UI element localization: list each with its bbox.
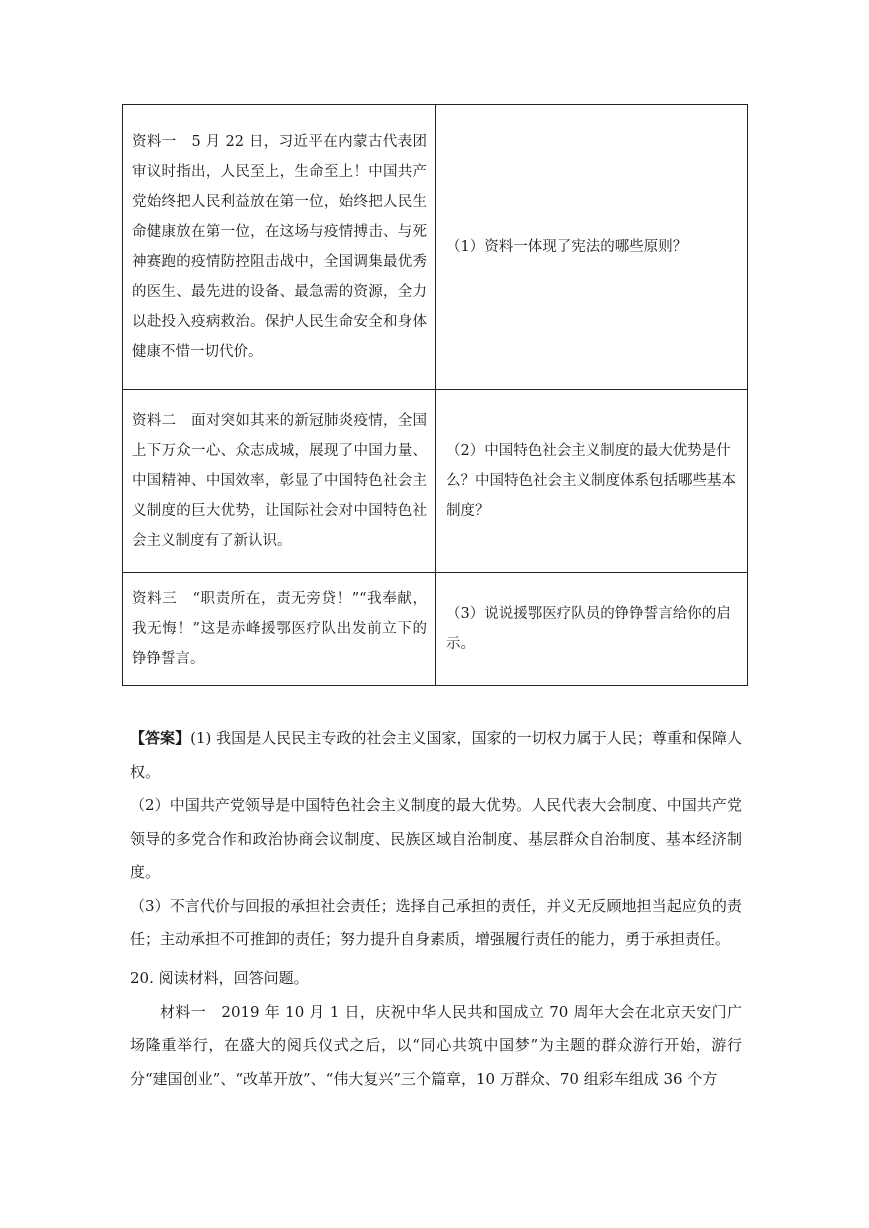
material-paragraph: 材料一 2019 年 10 月 1 日，庆祝中华人民共和国成立 70 周年大会在北京天安门广场隆重举行，在盛大的阅兵仪式之后，以“同心共筑中国梦”为主题的群众游行开始，游行分“建国创业”、“改革开放”、“伟大复兴”三个篇章，10 万群众、70 组彩车组成 36 个方 xyxy=(130,1002,742,1088)
material-cell: 资料三 “职责所在，责无旁贷！”“我奉献，我无悔！”这是赤峰援鄂医疗队出发前立下的铮铮誓言。 xyxy=(123,573,436,686)
material-cell: 资料二 面对突如其来的新冠肺炎疫情，全国上下万众一心、众志成城，展现了中国力量、中国精神、中国效率，彰显了中国特色社会主义制度的巨大优势，让国际社会对中国特色社会主义制度有了新认识。 xyxy=(123,390,436,573)
answer-item xyxy=(130,722,742,789)
table-row xyxy=(123,105,748,390)
table-row xyxy=(123,390,748,573)
question-cell: （3）说说援鄂医疗队员的铮铮誓言给你的启示。 xyxy=(436,573,748,686)
question-cell: （2）中国特色社会主义制度的最大优势是什么？中国特色社会主义制度体系包括哪些基本制度？ xyxy=(436,390,748,573)
question-title: 20. 阅读材料，回答问题。 xyxy=(130,969,309,987)
answer-label: 【答案】 xyxy=(130,729,191,747)
answer-section xyxy=(130,722,742,957)
question-20-section xyxy=(130,962,742,1096)
table-row xyxy=(123,573,748,686)
material-cell: 资料一 5 月 22 日，习近平在内蒙古代表团审议时指出，人民至上，生命至上！中国共产党始终把人民利益放在第一位，始终把人民生命健康放在第一位，在这场与疫情搏击、与死神赛跑的疫情防控阻击战中，全国调集最优秀的医生、最先进的设备、最急需的资源，全力以赴投入疫病救治。保护人民生命安全和身体健康不惜一切代价。 xyxy=(123,105,436,390)
answer-item: （3）不言代价与回报的承担社会责任；选择自己承担的责任，并义无反顾地担当起应负的责任；主动承担不可推卸的责任；努力提升自身素质，增强履行责任的能力，勇于承担责任。 xyxy=(130,896,742,948)
answer-item: （2）中国共产党领导是中国特色社会主义制度的最大优势。人民代表大会制度、中国共产党领导的多党合作和政治协商会议制度、民族区域自治制度、基层群众自治制度、基本经济制度。 xyxy=(130,796,742,881)
answer-text: (1) 我国是人民民主专政的社会主义国家，国家的一切权力属于人民；尊重和保障人权。 xyxy=(130,729,742,781)
materials-table xyxy=(122,104,748,686)
question-cell: （1）资料一体现了宪法的哪些原则？ xyxy=(436,105,748,390)
